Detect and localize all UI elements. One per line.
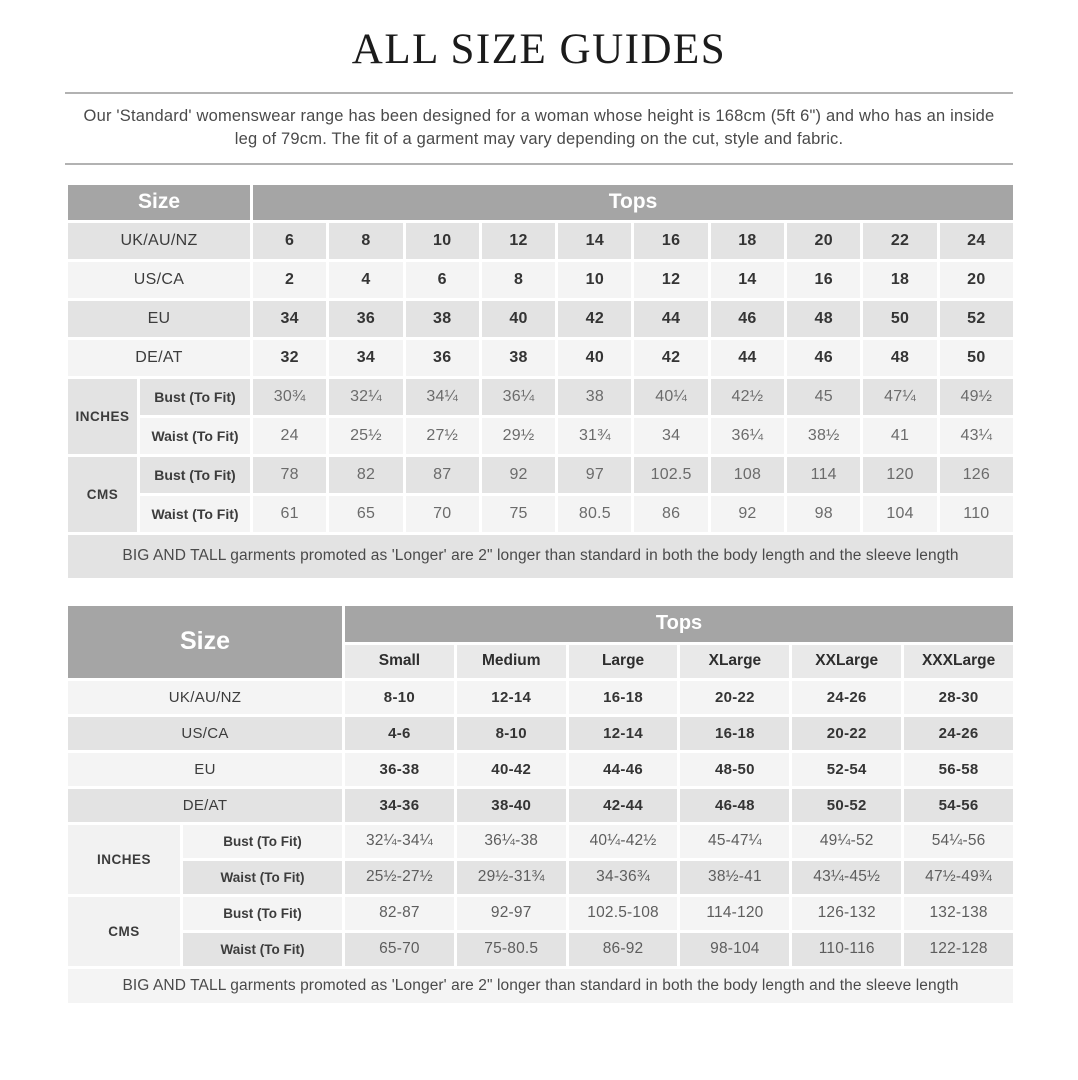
size-cell: 50-52 [791,787,903,823]
measure-row-label: Waist (To Fit) [139,494,252,533]
size-cell: 52 [938,299,1014,338]
measure-cell: 32¼-34¼ [344,823,456,859]
measure-cell: 110 [938,494,1014,533]
measure-cell: 32¼ [328,377,404,416]
table-row [67,338,1015,377]
size-cell: 18 [862,260,938,299]
measure-group-label: INCHES [67,377,139,455]
measure-cell: 41 [862,416,938,455]
size-cell: 24-26 [791,679,903,715]
measure-cell: 102.5 [633,455,709,494]
measure-cell: 97 [557,455,633,494]
size-cell: 32 [252,338,328,377]
size-cell: 54-56 [903,787,1015,823]
row-label: UK/AU/NZ [67,221,252,260]
table-row [67,221,1015,260]
table-row [67,931,1015,967]
size-cell: 48-50 [679,751,791,787]
size-cell: 20-22 [679,679,791,715]
measure-cell: 25½ [328,416,404,455]
size-cell: 50 [862,299,938,338]
table-row [67,494,1015,533]
measure-cell: 114-120 [679,895,791,931]
measure-group-label: CMS [67,895,182,967]
size-cell: 40-42 [455,751,567,787]
size-cell: 16 [786,260,862,299]
tops-header: Tops [252,183,1015,221]
measure-cell: 120 [862,455,938,494]
size-cell: 12 [480,221,556,260]
size-cell: 46-48 [679,787,791,823]
size-cell: 34 [328,338,404,377]
measure-cell: 92-97 [455,895,567,931]
size-cell: 36 [328,299,404,338]
size-cell: 42-44 [567,787,679,823]
table-row [67,895,1015,931]
measure-cell: 108 [709,455,785,494]
measure-row-label: Waist (To Fit) [182,931,344,967]
table-header-row [67,183,1015,221]
measure-row-label: Bust (To Fit) [139,377,252,416]
measure-cell: 86-92 [567,931,679,967]
measure-cell: 75-80.5 [455,931,567,967]
measure-cell: 65-70 [344,931,456,967]
row-label: US/CA [67,715,344,751]
size-cell: 10 [557,260,633,299]
size-cell: 2 [252,260,328,299]
size-cell: 46 [709,299,785,338]
column-header: Small [344,643,456,679]
size-cell: 14 [557,221,633,260]
measure-row-label: Bust (To Fit) [139,455,252,494]
size-cell: 36-38 [344,751,456,787]
size-cell: 22 [862,221,938,260]
size-cell: 4-6 [344,715,456,751]
column-header: Large [567,643,679,679]
row-label: EU [67,299,252,338]
size-cell: 12-14 [455,679,567,715]
row-label: DE/AT [67,787,344,823]
measure-cell: 49½ [938,377,1014,416]
table-row [67,859,1015,895]
size-cell: 16-18 [679,715,791,751]
table-header-row [67,604,1015,643]
measure-row-label: Waist (To Fit) [182,859,344,895]
size-guide-table-numeric [65,182,1016,581]
size-cell: 52-54 [791,751,903,787]
note-row [67,967,1015,1004]
measure-cell: 104 [862,494,938,533]
measure-cell: 102.5-108 [567,895,679,931]
size-cell: 6 [252,221,328,260]
table-row [67,823,1015,859]
size-header: Size [67,604,344,679]
measure-cell: 34-36¾ [567,859,679,895]
size-cell: 38 [404,299,480,338]
measure-cell: 31¾ [557,416,633,455]
measure-cell: 54¼-56 [903,823,1015,859]
page-title: ALL SIZE GUIDES [351,26,727,73]
measure-cell: 61 [252,494,328,533]
size-cell: 12-14 [567,715,679,751]
row-label: US/CA [67,260,252,299]
measure-cell: 65 [328,494,404,533]
size-cell: 38-40 [455,787,567,823]
table-row [67,679,1015,715]
measure-group-label: INCHES [67,823,182,895]
column-header: XLarge [679,643,791,679]
size-cell: 48 [862,338,938,377]
size-cell: 36 [404,338,480,377]
size-cell: 14 [709,260,785,299]
table-row [67,751,1015,787]
table-note: BIG AND TALL garments promoted as 'Longer' are 2" longer than standard in both the body length and the sleeve length [67,533,1015,579]
measure-cell: 40¼ [633,377,709,416]
size-cell: 34 [252,299,328,338]
size-cell: 46 [786,338,862,377]
table-row [67,787,1015,823]
table-row [67,299,1015,338]
table-row [67,715,1015,751]
measure-cell: 45 [786,377,862,416]
measure-cell: 24 [252,416,328,455]
measure-cell: 36¼ [480,377,556,416]
measure-cell: 45-47¼ [679,823,791,859]
measure-cell: 34¼ [404,377,480,416]
measure-cell: 82-87 [344,895,456,931]
size-cell: 16-18 [567,679,679,715]
measure-cell: 86 [633,494,709,533]
measure-cell: 122-128 [903,931,1015,967]
size-cell: 34-36 [344,787,456,823]
size-cell: 44 [633,299,709,338]
measure-cell: 42½ [709,377,785,416]
size-header: Size [67,183,252,221]
size-cell: 8 [328,221,404,260]
measure-cell: 47½-49¾ [903,859,1015,895]
measure-cell: 98 [786,494,862,533]
column-header: XXXLarge [903,643,1015,679]
size-cell: 8-10 [455,715,567,751]
measure-cell: 82 [328,455,404,494]
measure-cell: 75 [480,494,556,533]
size-cell: 20-22 [791,715,903,751]
measure-cell: 38½ [786,416,862,455]
measure-cell: 110-116 [791,931,903,967]
measure-cell: 132-138 [903,895,1015,931]
measure-group-label: CMS [67,455,139,533]
measure-cell: 38½-41 [679,859,791,895]
size-cell: 6 [404,260,480,299]
size-cell: 16 [633,221,709,260]
size-cell: 20 [938,260,1014,299]
divider-top [65,92,1013,94]
size-cell: 24 [938,221,1014,260]
page-description: Our 'Standard' womenswear range has been designed for a woman whose height is 168cm (5ft 6") and who has an inside leg of 79cm. The fit of a garment may vary depending on the cut, style and fabric. [83,107,995,148]
page-content [65,26,1013,1006]
measure-cell: 25½-27½ [344,859,456,895]
measure-cell: 98-104 [679,931,791,967]
table-row [67,455,1015,494]
measure-cell: 40¼-42½ [567,823,679,859]
size-cell: 42 [557,299,633,338]
size-cell: 24-26 [903,715,1015,751]
measure-cell: 126-132 [791,895,903,931]
size-cell: 12 [633,260,709,299]
size-cell: 8 [480,260,556,299]
measure-cell: 36¼ [709,416,785,455]
table-note: BIG AND TALL garments promoted as 'Longer' are 2" longer than standard in both the body length and the sleeve length [67,967,1015,1004]
tops-header: Tops [344,604,1015,643]
size-cell: 18 [709,221,785,260]
table-row [67,416,1015,455]
measure-cell: 43¼ [938,416,1014,455]
column-header: XXLarge [791,643,903,679]
size-cell: 56-58 [903,751,1015,787]
size-cell: 40 [557,338,633,377]
measure-row-label: Bust (To Fit) [182,895,344,931]
measure-cell: 92 [709,494,785,533]
size-cell: 42 [633,338,709,377]
size-cell: 20 [786,221,862,260]
column-header: Medium [455,643,567,679]
divider-bottom [65,163,1013,165]
size-cell: 38 [480,338,556,377]
measure-row-label: Bust (To Fit) [182,823,344,859]
measure-cell: 49¼-52 [791,823,903,859]
measure-cell: 78 [252,455,328,494]
size-cell: 8-10 [344,679,456,715]
size-cell: 50 [938,338,1014,377]
note-row [67,533,1015,579]
measure-cell: 47¼ [862,377,938,416]
measure-cell: 87 [404,455,480,494]
size-cell: 48 [786,299,862,338]
measure-cell: 114 [786,455,862,494]
measure-cell: 34 [633,416,709,455]
measure-cell: 27½ [404,416,480,455]
table-row [67,260,1015,299]
measure-row-label: Waist (To Fit) [139,416,252,455]
size-cell: 28-30 [903,679,1015,715]
measure-cell: 30¾ [252,377,328,416]
size-cell: 4 [328,260,404,299]
measure-cell: 36¼-38 [455,823,567,859]
measure-cell: 43¼-45½ [791,859,903,895]
measure-cell: 29½-31¾ [455,859,567,895]
measure-cell: 80.5 [557,494,633,533]
measure-cell: 92 [480,455,556,494]
measure-cell: 126 [938,455,1014,494]
size-cell: 40 [480,299,556,338]
size-cell: 44-46 [567,751,679,787]
size-cell: 10 [404,221,480,260]
row-label: UK/AU/NZ [67,679,344,715]
measure-cell: 29½ [480,416,556,455]
table-row [67,377,1015,416]
measure-cell: 38 [557,377,633,416]
size-guide-table-alpha [65,603,1016,1006]
row-label: DE/AT [67,338,252,377]
row-label: EU [67,751,344,787]
size-cell: 44 [709,338,785,377]
measure-cell: 70 [404,494,480,533]
